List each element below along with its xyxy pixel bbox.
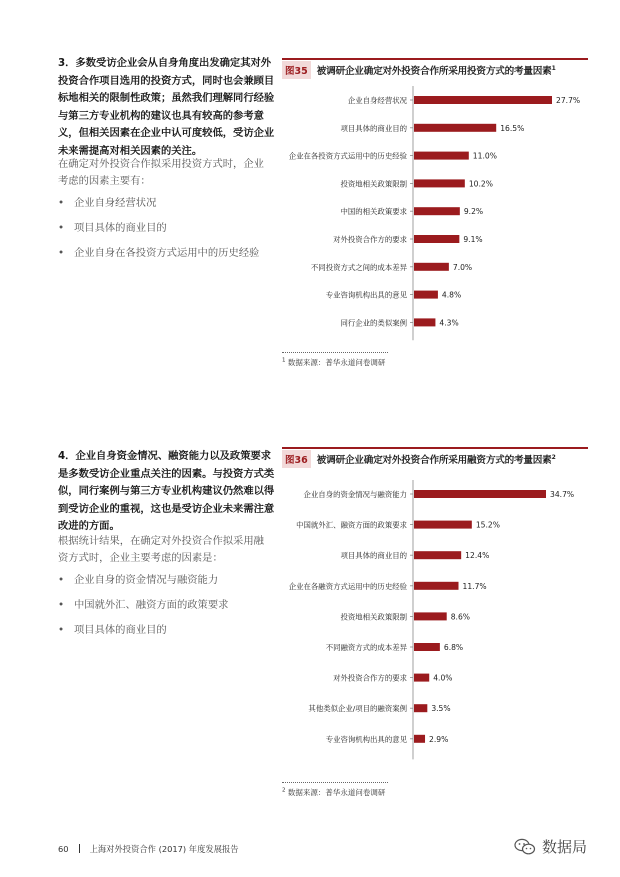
section2-bullet-list — [58, 572, 276, 647]
bar — [414, 490, 546, 498]
bar — [414, 152, 469, 160]
category-label: 不同投资方式之间的成本差异 — [310, 262, 407, 272]
bullet-text: 企业自身经营状况 — [74, 197, 157, 209]
figure36-label: 图36 — [282, 450, 311, 468]
list-item: • 企业自身的资金情况与融资能力 — [58, 574, 219, 586]
category-label: 其他类似企业/项目的融资案例 — [308, 704, 407, 714]
value-label: 6.8% — [443, 643, 464, 652]
category-label: 专业咨询机构出具的意见 — [325, 734, 407, 744]
value-label: 4.8% — [441, 290, 462, 300]
category-label: 投资地相关政策限制 — [340, 179, 407, 189]
page-footer — [58, 843, 239, 855]
value-label: 9.1% — [463, 235, 483, 244]
bar — [414, 551, 461, 559]
category-label: 不同融资方式的成本差异 — [325, 643, 407, 652]
value-label: 34.7% — [550, 490, 575, 499]
category-label: 中国就外汇、融资方面的政策要求 — [296, 520, 407, 530]
report-title: 上海对外投资合作 (2017) 年度发展报告 — [89, 844, 239, 854]
category-label: 对外投资合作方的要求 — [333, 235, 407, 244]
value-label: 2.9% — [429, 734, 449, 744]
figure36-chart — [282, 478, 588, 768]
figure35-header — [282, 58, 588, 80]
bar — [414, 704, 427, 712]
bar — [414, 96, 552, 104]
figure36-header — [282, 447, 588, 469]
value-label: 3.5% — [431, 704, 451, 714]
wechat-icon — [514, 838, 536, 856]
value-label: 10.2% — [468, 179, 493, 189]
bar — [414, 643, 440, 651]
figure35-label: 图35 — [282, 61, 311, 79]
category-label: 企业在各融资方式运用中的历史经验 — [288, 581, 407, 591]
bar — [414, 674, 429, 682]
section1-intro: 在确定对外投资合作拟采用投资方式时，企业考虑的因素主要有： — [58, 158, 264, 187]
value-label: 4.0% — [433, 673, 453, 683]
bullet-text: 中国就外汇、融资方面的政策要求 — [74, 599, 229, 611]
value-label: 9.2% — [463, 207, 484, 217]
figure35-source: $^1$ 数据来源：普华永道问卷调研 — [282, 357, 386, 367]
value-label: 8.6% — [450, 612, 471, 622]
list-item: • 企业自身经营状况 — [58, 197, 157, 209]
figure36-source-divider — [282, 782, 388, 783]
watermark-text: 数据局 — [542, 838, 588, 856]
list-item: • 项目具体的商业目的 — [58, 624, 167, 636]
bar — [414, 207, 460, 215]
figure36-source: $^2$ 数据来源：普华永道问卷调研 — [282, 787, 386, 797]
section2-intro: 根据统计结果，在确定对外投资合作拟采用融资方式时，企业主要考虑的因素是： — [58, 535, 264, 564]
category-label: 项目具体的商业目的 — [340, 551, 407, 561]
list-item: • 项目具体的商业目的 — [58, 222, 167, 234]
list-item: • 企业自身在各投资方式运用中的历史经验 — [58, 247, 260, 259]
section1-heading: 3．多数受访企业会从自身角度出发确定其对外投资合作项目选用的投资方式，同时也会兼顾目标地相关的限制性政策；虽然我们理解同行经验与第三方专业机构的建议也具有较高的参考意义，但相关因素在企业中认可度较低，受访企业未来需提高对相关因素的关注。 — [58, 57, 275, 157]
value-label: 15.2% — [475, 520, 500, 530]
value-label: 16.5% — [500, 123, 525, 133]
figure35-source-divider — [282, 352, 388, 353]
value-label: 11.7% — [462, 581, 487, 591]
list-item: • 中国就外汇、融资方面的政策要求 — [58, 599, 229, 611]
bar — [414, 582, 459, 590]
section2-heading: 4．企业自身资金情况、融资能力以及政策要求是多数受访企业重点关注的因素。与投资方式类似，同行案例与第三方专业机构建议仍然难以得到受访企业的重视，这也是受访企业未来需注意改进的方面。 — [58, 450, 275, 533]
bar — [414, 124, 496, 132]
bullet-text: 企业自身在各投资方式运用中的历史经验 — [74, 247, 260, 259]
category-label: 企业自身经营状况 — [347, 96, 407, 105]
bar — [414, 735, 425, 743]
category-label: 企业在各投资方式运用中的历史经验 — [288, 151, 407, 161]
category-label: 投资地相关政策限制 — [340, 612, 407, 622]
bar — [414, 235, 459, 243]
bar — [414, 521, 472, 529]
value-label: 4.3% — [439, 318, 459, 328]
category-label: 专业咨询机构出具的意见 — [325, 290, 407, 300]
bar — [414, 612, 447, 620]
value-label: 7.0% — [452, 262, 473, 272]
figure35-title: 被调研企业确定对外投资合作所采用投资方式的考量因素$^1$ — [316, 64, 556, 77]
figure36-title: 被调研企业确定对外投资合作所采用融资方式的考量因素$^2$ — [316, 453, 556, 466]
value-label: 12.4% — [465, 551, 490, 561]
bullet-text: 项目具体的商业目的 — [74, 222, 167, 234]
bullet-text: 项目具体的商业目的 — [74, 624, 167, 636]
bar — [414, 318, 435, 326]
category-label: 对外投资合作方的要求 — [333, 673, 407, 683]
page-number: 60 — [58, 844, 69, 854]
category-label: 企业自身的资金情况与融资能力 — [303, 490, 407, 499]
value-label: 11.0% — [472, 151, 497, 161]
category-label: 项目具体的商业目的 — [340, 123, 407, 133]
bar — [414, 291, 438, 299]
figure35-chart — [282, 84, 588, 346]
watermark — [514, 836, 587, 857]
bullet-text: 企业自身的资金情况与融资能力 — [74, 574, 219, 586]
footer-divider — [79, 844, 80, 853]
bar — [414, 179, 465, 187]
category-label: 中国的相关政策要求 — [340, 207, 407, 217]
bar — [414, 263, 449, 271]
section1-bullet-list — [58, 195, 276, 270]
category-label: 同行企业的类似案例 — [340, 318, 407, 328]
value-label: 27.7% — [556, 96, 581, 105]
